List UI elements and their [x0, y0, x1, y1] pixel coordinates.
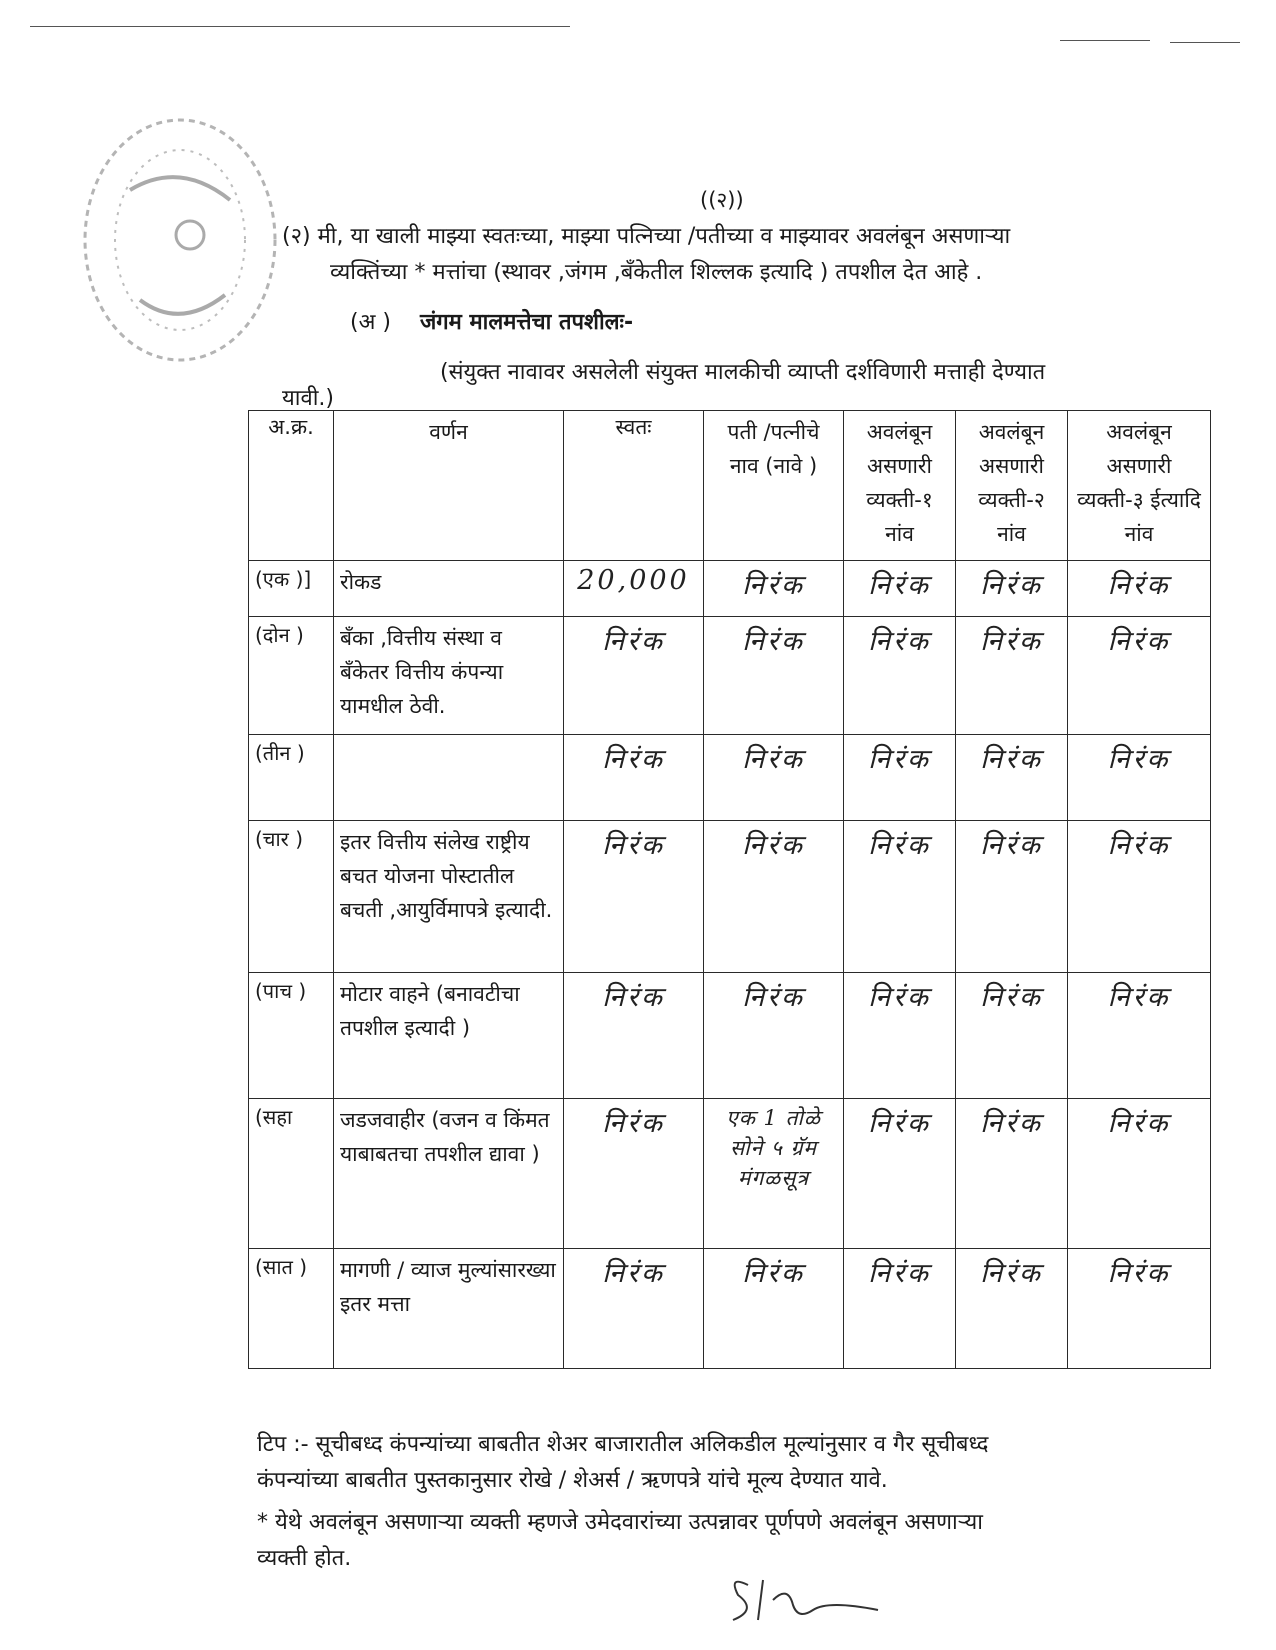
handwritten-self: निरंक [564, 1099, 704, 1249]
section-heading [350, 306, 633, 336]
table-row [249, 735, 1211, 821]
header-dependent-3: अवलंबून असणारी व्यक्ती-३ ईत्यादि नांव [1068, 411, 1211, 561]
scan-edge-line [1060, 40, 1150, 41]
handwritten-dep2: निरंक [956, 617, 1068, 735]
footer-tip-line-1: टिप :- सूचीबध्द कंपन्यांच्या बाबतीत शेअर बाजारातील अलिकडील मूल्यांनुसार व गैर सूचीबध्द [257, 1432, 989, 1457]
intro-line-2: व्यक्तिंच्या * मत्तांचा (स्थावर ,जंगम ,बॅंकेतील शिल्लक इत्यादि ) तपशील देत आहे . [330, 260, 983, 285]
scan-edge-line [30, 26, 570, 27]
handwritten-self: 20,000 [564, 561, 704, 617]
row-description: बॅंका ,वित्तीय संस्था व बॅंकेतर वित्तीय कंपन्या यामधील ठेवी. [334, 617, 564, 735]
table-row [249, 561, 1211, 617]
row-description: रोकड [334, 561, 564, 617]
table-row [249, 1099, 1211, 1249]
row-sr: (तीन ) [249, 735, 334, 821]
handwritten-dep3: निरंक [1068, 821, 1211, 973]
joint-ownership-note: (संयुक्त नावावर असलेली संयुक्त मालकीची व्याप्ती दर्शविणारी मत्ताही देण्यात [440, 360, 1046, 385]
jewellery-note: एक 1 तोळे सोने ५ ग्रॅम मंगळसूत्र [726, 1106, 821, 1190]
handwritten-spouse: निरंक [704, 973, 844, 1099]
handwritten-dep2: निरंक [956, 1099, 1068, 1249]
handwritten-self: निरंक [564, 973, 704, 1099]
intro-line-1: (२) मी, या खाली माझ्या स्वतःच्या, माझ्या पत्निच्या /पतीच्या व माझ्यावर अवलंबून असणाऱ्या [282, 224, 1011, 249]
header-sr: अ.क्र. [249, 411, 334, 561]
row-sr: (सहा [249, 1099, 334, 1249]
footer-note-line-1: * येथे अवलंबून असणाऱ्या व्यक्ती म्हणजे उमेदवारांच्या उत्पन्नावर पूर्णपणे अवलंबून असणाऱ्या [257, 1510, 983, 1535]
handwritten-self: निरंक [564, 617, 704, 735]
row-description: मोटार वाहने (बनावटीचा तपशील इत्यादी ) [334, 973, 564, 1099]
handwritten-dep1: निरंक [844, 1099, 956, 1249]
handwritten-dep1: निरंक [844, 821, 956, 973]
signature [718, 1565, 888, 1625]
footer-tip-line-2: कंपन्यांच्या बाबतीत पुस्तकानुसार रोखे / शेअर्स / ऋणपत्रे यांचे मूल्य देण्यात यावे. [257, 1468, 888, 1493]
header-description: वर्णन [334, 411, 564, 561]
handwritten-spouse [704, 1099, 844, 1249]
handwritten-self: निरंक [564, 735, 704, 821]
handwritten-dep2: निरंक [956, 973, 1068, 1099]
handwritten-spouse: निरंक [704, 617, 844, 735]
handwritten-self: निरंक [564, 1249, 704, 1369]
handwritten-self: निरंक [564, 821, 704, 973]
page-number: ((२)) [700, 188, 744, 212]
handwritten-spouse: निरंक [704, 1249, 844, 1369]
handwritten-dep3: निरंक [1068, 617, 1211, 735]
table-row [249, 1249, 1211, 1369]
section-marker: (अ ) [350, 310, 391, 335]
row-sr: (दोन ) [249, 617, 334, 735]
handwritten-dep2: निरंक [956, 735, 1068, 821]
joint-ownership-note-cont: यावी.) [282, 386, 334, 411]
table-row [249, 821, 1211, 973]
row-description: मागणी / व्याज मुल्यांसारख्या इतर मत्ता [334, 1249, 564, 1369]
header-dependent-1: अवलंबून असणारी व्यक्ती-१ नांव [844, 411, 956, 561]
movable-assets-table [248, 410, 1211, 1369]
handwritten-dep3: निरंक [1068, 561, 1211, 617]
table-row [249, 973, 1211, 1099]
handwritten-dep1: निरंक [844, 973, 956, 1099]
handwritten-dep2: निरंक [956, 1249, 1068, 1369]
table-header-row [249, 411, 1211, 561]
scan-edge-line [1170, 42, 1240, 43]
handwritten-spouse: निरंक [704, 561, 844, 617]
header-spouse: पती /पत्नीचे नाव (नावे ) [704, 411, 844, 561]
handwritten-dep1: निरंक [844, 561, 956, 617]
handwritten-spouse: निरंक [704, 735, 844, 821]
row-description: जडजवाहीर (वजन व किंमत याबाबतचा तपशील द्यावा ) [334, 1099, 564, 1249]
section-title: जंगम मालमत्तेचा तपशीलः- [419, 310, 634, 335]
table-row [249, 617, 1211, 735]
handwritten-spouse: निरंक [704, 821, 844, 973]
header-self: स्वतः [564, 411, 704, 561]
row-sr: (सात ) [249, 1249, 334, 1369]
handwritten-dep3: निरंक [1068, 735, 1211, 821]
row-description [334, 735, 564, 821]
handwritten-dep3: निरंक [1068, 1249, 1211, 1369]
footer-note-line-2: व्यक्ती होत. [257, 1546, 352, 1571]
handwritten-dep3: निरंक [1068, 1099, 1211, 1249]
row-description: इतर वित्तीय संलेख राष्ट्रीय बचत योजना पोस्टातील बचती ,आयुर्विमापत्रे इत्यादी. [334, 821, 564, 973]
official-stamp [70, 70, 300, 370]
handwritten-dep3: निरंक [1068, 973, 1211, 1099]
handwritten-dep2: निरंक [956, 561, 1068, 617]
row-sr: (चार ) [249, 821, 334, 973]
header-dependent-2: अवलंबून असणारी व्यक्ती-२ नांव [956, 411, 1068, 561]
handwritten-dep2: निरंक [956, 821, 1068, 973]
handwritten-dep1: निरंक [844, 617, 956, 735]
handwritten-dep1: निरंक [844, 735, 956, 821]
row-sr: (एक )] [249, 561, 334, 617]
row-sr: (पाच ) [249, 973, 334, 1099]
handwritten-dep1: निरंक [844, 1249, 956, 1369]
